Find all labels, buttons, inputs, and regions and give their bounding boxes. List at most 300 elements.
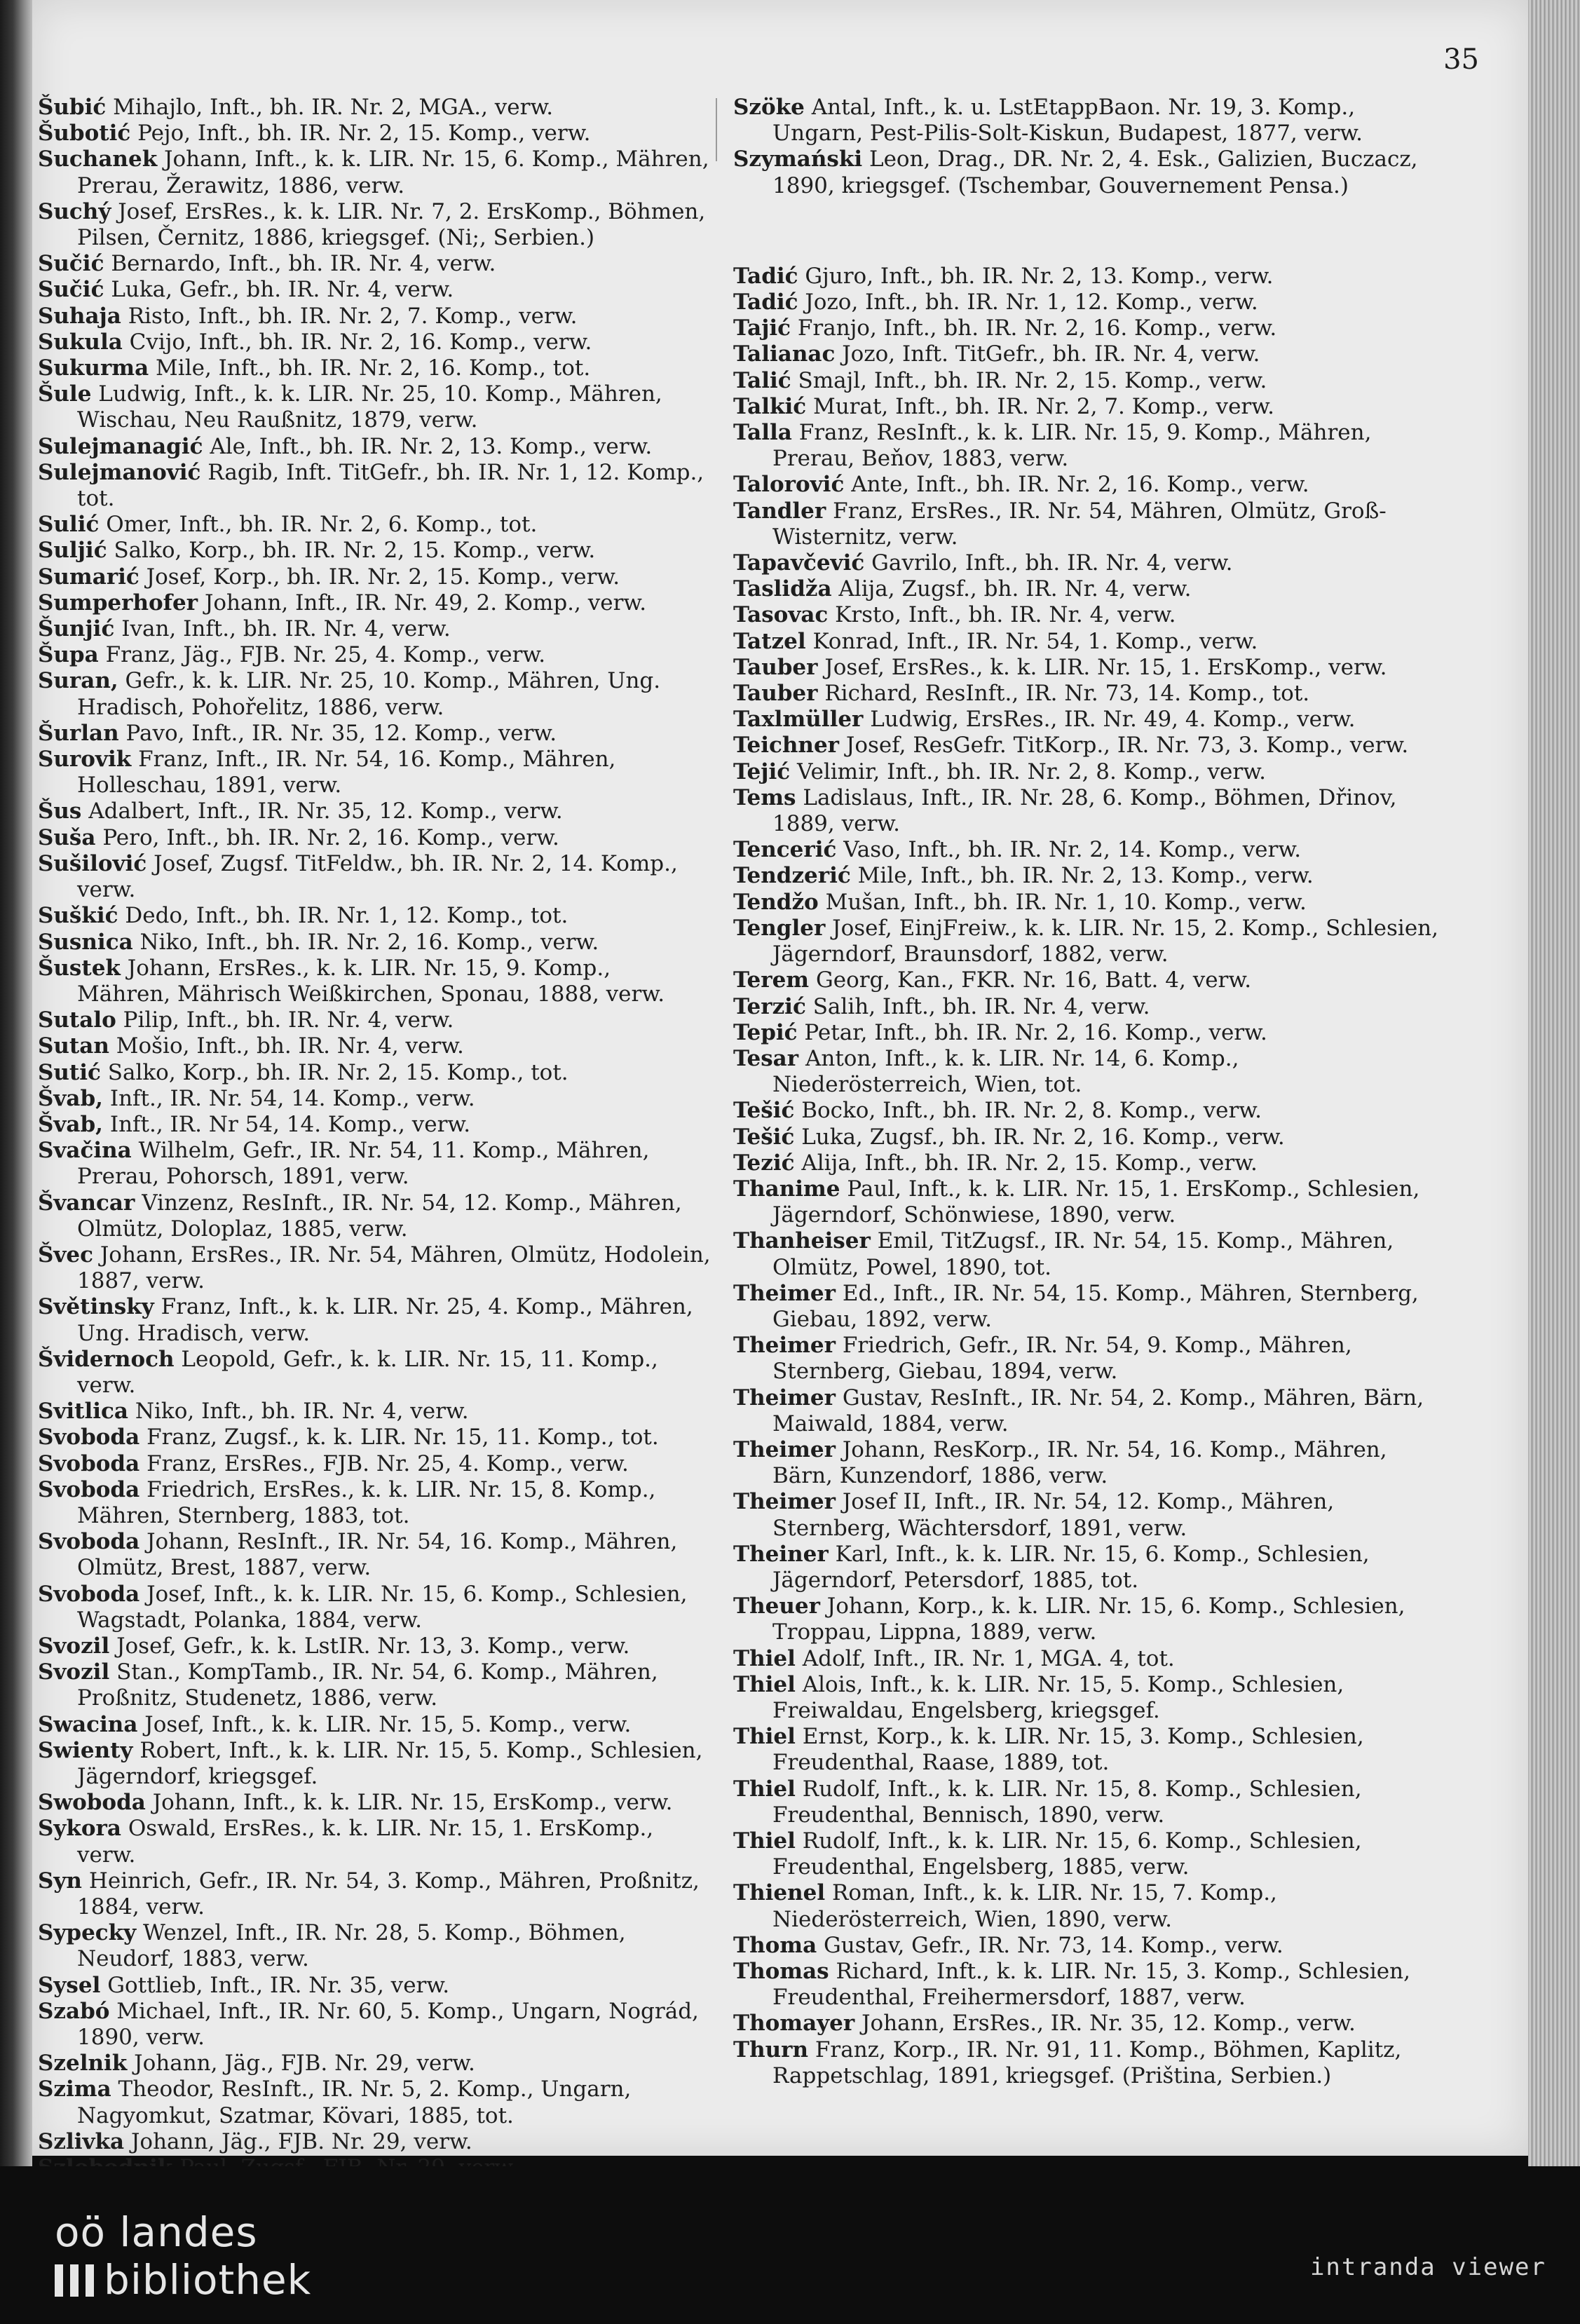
entry-surname: Tengler [733,915,826,941]
register-entry [38,121,711,147]
register-entry [38,668,711,720]
entry-details: Rudolf, Inft., k. k. LIR. Nr. 15, 8. Komp., Schlesien, Freudenthal, Bennisch, 1890, verw. [772,1776,1362,1828]
entry-details: Johann, ResInft., IR. Nr. 54, 16. Komp., Mähren, Olmütz, Brest, 1887, verw. [77,1529,678,1581]
register-entry [733,1880,1441,1932]
entry-details: Johann, ErsRes., IR. Nr. 54, Mähren, Olmütz, Hodolein, 1887, verw. [77,1242,711,1294]
register-entry [38,1999,711,2051]
entry-surname: Theimer [733,1436,836,1462]
entry-details: Ludwig, Inft., k. k. LIR. Nr. 25, 10. Komp., Mähren, Wischau, Neu Raußnitz, 1879, verw. [77,381,662,433]
entry-details: Johann, Jäg., FJB. Nr. 29, verw. [134,2051,475,2077]
entry-details: Rudolf, Inft., k. k. LIR. Nr. 15, 6. Komp., Schlesien, Freudenthal, Engelsberg, 1885, verw. [772,1828,1362,1880]
entry-details: Leon, Drag., DR. Nr. 2, 4. Esk., Galizien, Buczacz, 1890, kriegsgef. (Tschembar, Gouvernement Pensa.) [772,147,1418,198]
register-entry [733,994,1441,1020]
entry-surname: Thomayer [733,2011,855,2037]
entry-surname: Svoboda [38,1581,140,1607]
entry-surname: Svačina [38,1138,132,1164]
entry-surname: Szöke [733,95,805,120]
entry-surname: Svoboda [38,1450,140,1476]
page-number: 35 [1443,43,1479,76]
entry-details: Jozo, Inft. TitGefr., bh. IR. Nr. 4, verw. [842,341,1260,367]
entry-details: Franz, ResInft., k. k. LIR. Nr. 15, 9. Komp., Mähren, Prerau, Beňov, 1883, verw. [772,420,1372,472]
entry-surname: Theimer [733,1385,836,1411]
register-entry [38,2051,711,2077]
library-logo-line1[interactable]: oö landes [55,2208,258,2256]
entry-surname: Suhaja [38,303,121,329]
entry-details: Josef, ErsRes., k. k. LIR. Nr. 15, 1. ErsKomp., verw. [824,654,1387,680]
entry-surname: Szabó [38,1998,110,2024]
entry-surname: Svoboda [38,1476,140,1502]
entry-surname: Švab, [38,1085,103,1111]
entry-surname: Sukula [38,329,123,355]
entry-details: Josef, Zugsf. TitFeldw., bh. IR. Nr. 2, 14. Komp., verw. [77,850,678,903]
entry-surname: Tešić [733,1098,795,1124]
entry-surname: Tapavčević [733,550,865,576]
entry-surname: Šurlan [38,720,119,746]
register-entry [38,747,711,799]
register-entry [733,1933,1441,1959]
register-entry [733,629,1441,655]
entry-details: Inft., IR. Nr 54, 14. Komp., verw. [109,1111,471,1137]
entry-details: Gefr., k. k. LIR. Nr. 25, 10. Komp., Mähren, Ung. Hradisch, Pohořelitz, 1886, verw. [77,668,661,720]
viewer-brand[interactable]: intranda viewer [1309,2253,1546,2281]
entry-surname: Tajić [733,315,791,341]
register-entry [733,1437,1441,1489]
right-column [733,95,1441,2089]
entry-surname: Sukurma [38,355,149,381]
register-entry [38,1086,711,1112]
register-entry [733,147,1441,198]
entry-surname: Thoma [733,1932,817,1958]
entry-details: Adalbert, Inft., IR. Nr. 35, 12. Komp., verw. [88,799,563,824]
entry-surname: Thanime [733,1176,840,1202]
entry-details: Franjo, Inft., bh. IR. Nr. 2, 16. Komp., verw. [797,315,1277,341]
register-entry [38,1060,711,1086]
register-entry [38,1138,711,1190]
entry-surname: Světinsky [38,1294,154,1320]
entry-details: Ernst, Korp., k. k. LIR. Nr. 15, 3. Komp., Schlesien, Freudenthal, Raase, 1889, tot. [772,1724,1364,1776]
entry-details: Smajl, Inft., bh. IR. Nr. 2, 15. Komp., verw. [798,367,1267,393]
entry-surname: Theimer [733,1333,836,1359]
register-entry [733,420,1441,472]
register-entry [733,759,1441,785]
entry-surname: Terem [733,967,810,993]
register-entry [733,890,1441,916]
entry-details: Mile, Inft., bh. IR. Nr. 2, 13. Komp., verw. [857,863,1314,889]
entry-surname: Svoboda [38,1425,140,1450]
entry-details: Niko, Inft., bh. IR. Nr. 4, verw. [135,1399,469,1425]
entry-details: Gottlieb, Inft., IR. Nr. 35, verw. [107,1972,450,1998]
register-entry [733,785,1441,837]
entry-surname: Szlivka [38,2128,125,2154]
entry-details: Franz, ErsRes., FJB. Nr. 25, 4. Komp., verw. [147,1450,629,1476]
register-entry [733,290,1441,315]
entry-surname: Teichner [733,733,840,759]
entry-surname: Sumarić [38,564,139,590]
entry-surname: Suchanek [38,147,158,172]
register-entry [38,460,711,512]
entry-surname: Švancar [38,1190,135,1216]
entry-details: Richard, ResInft., IR. Nr. 73, 14. Komp., tot. [824,681,1310,707]
entry-surname: Sušilović [38,850,147,876]
entry-details: Johann, Inft., IR. Nr. 49, 2. Komp., verw. [204,590,647,616]
entry-details: Heinrich, Gefr., IR. Nr. 54, 3. Komp., Mähren, Proßnitz, 1884, verw. [77,1868,700,1920]
entry-surname: Sulejmanagić [38,433,203,459]
register-entry [733,1150,1441,1176]
entry-details: Franz, Inft., IR. Nr. 54, 16. Komp., Mähren, Holleschau, 1891, verw. [77,747,616,799]
entry-details: Gustav, Gefr., IR. Nr. 73, 14. Komp., verw. [824,1932,1283,1958]
entry-surname: Šupa [38,642,99,668]
register-entry [38,1529,711,1581]
entry-surname: Sučić [38,251,104,277]
entry-surname: Šustek [38,955,121,981]
entry-details: Anton, Inft., k. k. LIR. Nr. 14, 6. Komp., Niederösterreich, Wien, tot. [772,1045,1239,1098]
entry-details: Alois, Inft., k. k. LIR. Nr. 15, 5. Komp., Schlesien, Freiwaldau, Engelsberg, kriegsgef. [772,1671,1344,1723]
register-entry [733,1828,1441,1880]
register-entry [733,1672,1441,1724]
entry-surname: Tezić [733,1150,795,1176]
entry-surname: Thurn [733,2037,809,2063]
register-entry [38,1868,711,1920]
entry-details: Michael, Inft., IR. Nr. 60, 5. Komp., Ungarn, Nográd, 1890, verw. [77,1998,699,2051]
entry-details: Franz, Korp., IR. Nr. 91, 11. Komp., Böhmen, Kaplitz, Rappetschlag, 1891, kriegsgef. (Priština, Serbien.) [772,2037,1402,2088]
entry-surname: Šunjić [38,616,115,642]
register-entry [733,1724,1441,1776]
entry-details: Josef, Inft., k. k. LIR. Nr. 15, 6. Komp., Schlesien, Wagstadt, Polanka, 1884, verw. [77,1581,688,1633]
entry-surname: Talić [733,367,791,393]
register-entry [733,967,1441,993]
entry-surname: Švec [38,1242,93,1268]
entry-surname: Theuer [733,1593,820,1619]
entry-surname: Tepić [733,1019,798,1045]
entry-surname: Tasovac [733,602,829,628]
entry-surname: Tadić [733,290,798,315]
register-entry [733,1776,1441,1828]
register-entry [38,381,711,433]
entry-surname: Suškić [38,903,118,929]
entry-surname: Talla [733,420,792,446]
entry-details: Johann, Korp., k. k. LIR. Nr. 15, 6. Komp., Schlesien, Troppau, Lippna, 1889, verw. [772,1593,1405,1645]
register-entry [733,602,1441,628]
register-entry [38,512,711,538]
entry-surname: Tauber [733,654,818,680]
register-entry [38,147,711,198]
entry-details: Leopold, Gefr., k. k. LIR. Nr. 15, 11. Komp., verw. [77,1346,658,1398]
register-entry [38,1738,711,1790]
entry-details: Pero, Inft., bh. IR. Nr. 2, 16. Komp., verw. [102,824,559,850]
entry-details: Mušan, Inft., bh. IR. Nr. 1, 10. Komp., verw. [825,889,1307,915]
entry-details: Ludwig, ErsRes., IR. Nr. 49, 4. Komp., verw. [870,707,1356,733]
register-entry [38,1347,711,1399]
entry-details: Friedrich, ErsRes., k. k. LIR. Nr. 15, 8. Komp., Mähren, Sternberg, 1883, tot. [77,1476,656,1528]
entry-surname: Suran, [38,668,118,694]
entry-surname: Šus [38,799,82,824]
book-edge-right [1528,0,1580,2166]
entry-details: Omer, Inft., bh. IR. Nr. 2, 6. Komp., tot. [106,512,538,538]
entry-details: Antal, Inft., k. u. LstEtappBaon. Nr. 19, 3. Komp., Ungarn, Pest-Pilis-Solt-Kiskun, Budapest, 1877, verw. [772,95,1363,147]
entry-details: Inft., IR. Nr. 54, 14. Komp., verw. [109,1085,475,1111]
entry-surname: Sutalo [38,1007,116,1033]
column-divider [716,98,717,161]
register-entry [38,329,711,355]
entry-details: Konrad, Inft., IR. Nr. 54, 1. Komp., verw. [812,628,1258,654]
register-entry [38,538,711,564]
register-entry [733,681,1441,707]
entry-surname: Syn [38,1868,82,1894]
entry-surname: Tejić [733,759,791,784]
entry-details: Emil, TitZugsf., IR. Nr. 54, 15. Komp., Mähren, Olmütz, Powel, 1890, tot. [772,1228,1394,1280]
register-entry [38,2129,711,2155]
register-entry [733,1542,1441,1593]
entry-details: Johann, Jäg., FJB. Nr. 29, verw. [130,2128,472,2154]
entry-details: Ivan, Inft., bh. IR. Nr. 4, verw. [121,616,451,642]
register-entry [733,916,1441,967]
entry-details: Ed., Inft., IR. Nr. 54, 15. Komp., Mähren, Sternberg, Giebau, 1892, verw. [772,1280,1419,1332]
register-entry [733,576,1441,602]
entry-surname: Talorović [733,472,845,498]
entry-surname: Tauber [733,681,818,707]
entry-surname: Taxlmüller [733,707,864,733]
entry-details: Johann, Inft., k. k. LIR. Nr. 15, ErsKomp., verw. [152,1790,673,1816]
register-entry [733,315,1441,341]
entry-details: Josef, Inft., k. k. LIR. Nr. 15, 5. Komp., verw. [144,1711,632,1737]
entry-details: Mihajlo, Inft., bh. IR. Nr. 2, MGA., verw. [113,95,554,120]
entry-surname: Thienel [733,1880,826,1906]
entry-details: Johann, ResKorp., IR. Nr. 54, 16. Komp., Mähren, Bärn, Kunzendorf, 1886, verw. [772,1436,1387,1489]
entry-surname: Swoboda [38,1790,146,1816]
entry-details: Vaso, Inft., bh. IR. Nr. 2, 14. Komp., verw. [843,837,1302,863]
register-entry [38,1399,711,1425]
entry-details: Ante, Inft., bh. IR. Nr. 2, 16. Komp., verw. [851,472,1309,498]
register-entry [38,1659,711,1711]
entry-surname: Theiner [733,1541,829,1567]
entry-details: Alija, Inft., bh. IR. Nr. 2, 15. Komp., verw. [801,1150,1258,1176]
register-entry [733,264,1441,290]
entry-surname: Terzić [733,993,806,1019]
entry-surname: Svozil [38,1633,110,1659]
register-entry [733,341,1441,367]
entry-details: Ragib, Inft. TitGefr., bh. IR. Nr. 1, 12. Komp., tot. [77,459,704,512]
register-entry [733,2037,1441,2089]
register-entry [38,616,711,642]
entry-surname: Tadić [733,263,798,289]
entry-surname: Szelnik [38,2051,128,2077]
entry-details: Ale, Inft., bh. IR. Nr. 2, 13. Komp., verw. [210,433,653,459]
register-entry [38,1425,711,1450]
register-entry [38,1582,711,1633]
register-entry [38,1633,711,1659]
entry-surname: Sykora [38,1816,121,1842]
register-entry [38,1920,711,1972]
register-entry [38,1190,711,1242]
register-entry [38,304,711,329]
library-logo-line2[interactable] [55,2256,311,2304]
register-entry [38,1294,711,1346]
register-entry [733,498,1441,550]
entry-surname: Svozil [38,1659,110,1685]
register-entry [733,95,1441,147]
entry-details: Theodor, ResInft., IR. Nr. 5, 2. Komp., Ungarn, Nagyomkut, Szatmar, Kövari, 1885, tot. [77,2077,632,2128]
entry-details: Josef, ErsRes., k. k. LIR. Nr. 7, 2. ErsKomp., Böhmen, Pilsen, Černitz, 1886, kriegsgef. (Ni;, Serbien.) [77,198,706,251]
entry-details: Jozo, Inft., bh. IR. Nr. 1, 12. Komp., verw. [805,290,1258,315]
entry-surname: Tešić [733,1124,795,1150]
register-entry [733,1489,1441,1541]
entry-details: Josef, Korp., bh. IR. Nr. 2, 15. Komp., verw. [146,564,620,590]
entry-details: Petar, Inft., bh. IR. Nr. 2, 16. Komp., verw. [804,1019,1267,1045]
register-entry [733,1124,1441,1150]
register-entry [38,1477,711,1529]
entry-surname: Švidernoch [38,1346,175,1372]
register-entry [38,956,711,1007]
entry-surname: Tems [733,784,796,810]
register-entry [733,837,1441,863]
entry-details: Oswald, ErsRes., k. k. LIR. Nr. 15, 1. ErsKomp., verw. [77,1816,654,1868]
entry-details: Johann, Inft., k. k. LIR. Nr. 15, 6. Komp., Mähren, Prerau, Žerawitz, 1886, verw. [77,147,709,198]
entry-details: Johann, ErsRes., k. k. LIR. Nr. 15, 9. Komp., Mähren, Mährisch Weißkirchen, Sponau, 1888, verw. [77,955,665,1007]
entry-surname: Tencerić [733,837,837,863]
entry-surname: Sutan [38,1033,109,1059]
register-entry [38,1033,711,1059]
entry-details: Josef II, Inft., IR. Nr. 54, 12. Komp., Mähren, Sternberg, Wächtersdorf, 1891, verw. [772,1489,1335,1541]
entry-details: Salko, Korp., bh. IR. Nr. 2, 15. Komp., verw. [114,538,596,564]
register-entry [733,707,1441,733]
register-entry [38,1112,711,1138]
entry-surname: Tendzerić [733,863,851,889]
register-entry [38,721,711,747]
entry-surname: Theimer [733,1489,836,1515]
entry-surname: Thomas [733,1959,829,1985]
register-entry [733,1098,1441,1124]
entry-details: Bocko, Inft., bh. IR. Nr. 2, 8. Komp., verw. [801,1098,1262,1124]
entry-surname: Sutić [38,1059,101,1085]
entry-details: Ladislaus, Inft., IR. Nr. 28, 6. Komp., Böhmen, Dřinov, 1889, verw. [772,784,1397,837]
register-entry [733,1593,1441,1645]
left-column [38,95,711,2181]
entry-surname: Suljić [38,538,107,564]
entry-surname: Swienty [38,1737,133,1763]
entry-details: Mile, Inft., bh. IR. Nr. 2, 16. Komp., tot. [156,355,591,381]
entry-surname: Tendžo [733,889,819,915]
entry-details: Adolf, Inft., IR. Nr. 1, MGA. 4, tot. [802,1645,1175,1671]
entry-details: Cvijo, Inft., bh. IR. Nr. 2, 16. Komp., verw. [129,329,592,355]
entry-surname: Šubić [38,95,107,120]
entry-surname: Svoboda [38,1529,140,1555]
register-entry [38,95,711,121]
register-entry [38,1451,711,1477]
register-entry [733,1959,1441,2011]
entry-details: Krsto, Inft., bh. IR. Nr. 4, verw. [835,602,1176,628]
register-entry [38,825,711,851]
register-entry [38,590,711,616]
register-entry [38,277,711,303]
entry-surname: Thiel [733,1828,796,1854]
entry-surname: Swacina [38,1711,138,1737]
entry-surname: Šubotić [38,121,131,147]
register-entry [733,1228,1441,1280]
register-entry [38,1007,711,1033]
register-entry [733,1333,1441,1385]
entry-surname: Talkić [733,393,807,419]
entry-details: Dedo, Inft., bh. IR. Nr. 1, 12. Komp., tot. [125,903,568,929]
right-column-top [733,95,1441,199]
register-entry [733,2011,1441,2037]
entry-details: Salko, Korp., bh. IR. Nr. 2, 15. Komp., tot. [107,1059,568,1085]
entry-surname: Sysel [38,1972,101,1998]
entry-details: Josef, ResGefr. TitKorp., IR. Nr. 73, 3. Komp., verw. [845,733,1409,759]
register-entry [38,903,711,929]
entry-details: Franz, Zugsf., k. k. LIR. Nr. 15, 11. Komp., tot. [147,1425,659,1450]
entry-surname: Tandler [733,498,826,524]
register-entry [38,1712,711,1738]
register-entry [38,799,711,824]
entry-surname: Thiel [733,1724,796,1750]
entry-details: Wilhelm, Gefr., IR. Nr. 54, 11. Komp., Mähren, Prerau, Pohorsch, 1891, verw. [77,1138,650,1190]
entry-details: Salih, Inft., bh. IR. Nr. 4, verw. [812,993,1150,1019]
register-entry [733,1046,1441,1098]
logo-bars-icon [55,2264,97,2297]
entry-surname: Thanheiser [733,1228,871,1254]
entry-details: Richard, Inft., k. k. LIR. Nr. 15, 3. Komp., Schlesien, Freudenthal, Freihermersdorf, 1887, verw. [772,1959,1410,2011]
entry-details: Roman, Inft., k. k. LIR. Nr. 15, 7. Komp., Niederösterreich, Wien, 1890, verw. [772,1880,1277,1932]
entry-surname: Sučić [38,277,104,303]
register-entry [38,642,711,668]
entry-surname: Susnica [38,929,133,955]
entry-details: Vinzenz, ResInft., IR. Nr. 54, 12. Komp., Mähren, Olmütz, Doloplaz, 1885, verw. [77,1190,682,1242]
register-entry [38,851,711,903]
register-entry [38,930,711,956]
entry-surname: Talianac [733,341,836,367]
register-entry [38,1973,711,1999]
register-entry [38,564,711,590]
entry-details: Luka, Gefr., bh. IR. Nr. 4, verw. [111,277,454,303]
entry-surname: Theimer [733,1280,836,1306]
register-entry [38,1816,711,1868]
entry-surname: Szima [38,2077,111,2102]
right-column-entries [733,264,1441,2089]
register-entry [733,368,1441,394]
entry-surname: Taslidža [733,576,832,602]
entry-surname: Suša [38,824,96,850]
entry-details: Velimir, Inft., bh. IR. Nr. 2, 8. Komp., verw. [796,759,1266,784]
register-entry [733,1385,1441,1437]
entry-details: Mošio, Inft., bh. IR. Nr. 4, verw. [116,1033,464,1059]
library-logo-text: bibliothek [104,2256,312,2304]
entry-details: Josef, Gefr., k. k. LstIR. Nr. 13, 3. Komp., verw. [116,1633,630,1659]
entry-details: Franz, ErsRes., IR. Nr. 54, Mähren, Olmütz, Groß-Wisternitz, verw. [772,498,1387,550]
entry-details: Franz, Inft., k. k. LIR. Nr. 25, 4. Komp., Mähren, Ung. Hradisch, verw. [77,1294,693,1346]
register-entry [38,251,711,277]
entry-details: Pilip, Inft., bh. IR. Nr. 4, verw. [123,1007,454,1033]
entry-surname: Sypecky [38,1920,137,1946]
entry-details: Franz, Jäg., FJB. Nr. 25, 4. Komp., verw. [105,642,546,668]
book-edge-left [0,0,32,2166]
register-entry [38,2077,711,2128]
entry-details: Luka, Zugsf., bh. IR. Nr. 2, 16. Komp., verw. [801,1124,1285,1150]
entry-details: Karl, Inft., k. k. LIR. Nr. 15, 6. Komp., Schlesien, Jägerndorf, Petersdorf, 1885, tot. [772,1541,1370,1593]
entry-surname: Švab, [38,1111,103,1137]
entry-details: Johann, ErsRes., IR. Nr. 35, 12. Komp., verw. [861,2011,1356,2037]
entry-details: Wenzel, Inft., IR. Nr. 28, 5. Komp., Böhmen, Neudorf, 1883, verw. [77,1920,626,1972]
register-entry [733,655,1441,681]
register-entry [733,550,1441,576]
register-entry [733,1281,1441,1333]
register-entry [38,199,711,251]
register-entry [733,1176,1441,1228]
register-entry [733,863,1441,889]
entry-details: Risto, Inft., bh. IR. Nr. 2, 7. Komp., verw. [128,303,578,329]
entry-details: Gustav, ResInft., IR. Nr. 54, 2. Komp., Mähren, Bärn, Maiwald, 1884, verw. [772,1385,1424,1436]
register-entry [733,394,1441,420]
entry-details: Gjuro, Inft., bh. IR. Nr. 2, 13. Komp., verw. [805,263,1274,289]
